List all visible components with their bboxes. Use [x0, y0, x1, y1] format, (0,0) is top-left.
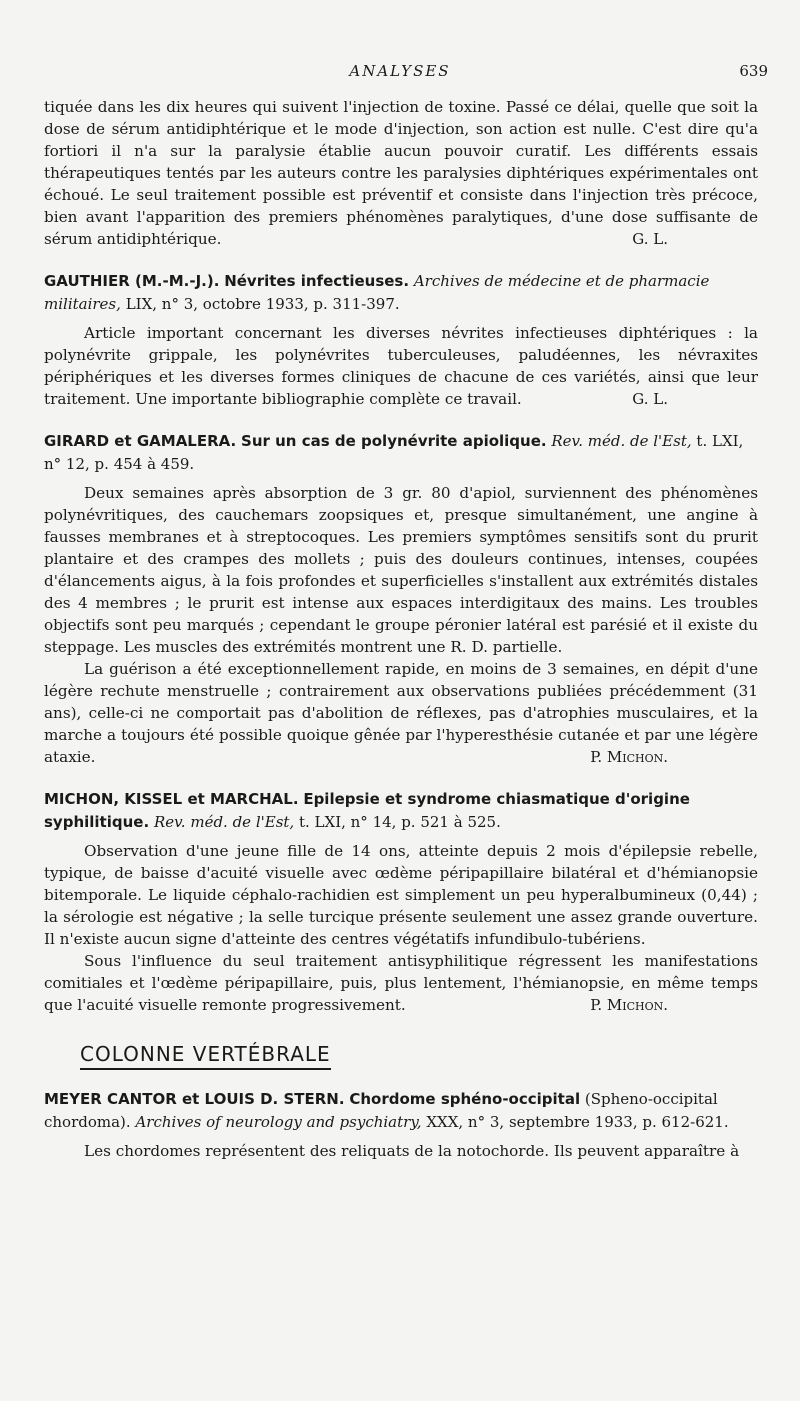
entry-body: Article important concernant les diverses névrites infectieuses diphtériques : la polynévrite grippale, les polynévrites tuberculeuses, paludéennes, les névraxites périphériques et les diverses formes cliniques de chacune de ces variétés, ainsi que leur traitement. Une importante bibliographie complète ce travail. [44, 324, 758, 408]
page-number: 639 [739, 62, 768, 80]
entry-citation [44, 788, 758, 834]
entry-authors: GIRARD et GAMALERA. [44, 432, 237, 450]
entry-journal: Archives de médecine et de pharmacie militaires, [44, 272, 710, 313]
entry-body: La guérison a été exceptionnellement rapide, en moins de 3 semaines, en dépit d'une légère rechute menstruelle ; contrairement aux observations publiées précédemment (31 ans), celle-ci ne comportait pas d'abolition de réflexes, pas d'atrophies musculaires, et la marche a toujours été possible quoique gênée par l'hyperesthésie cutanée et par une légère ataxie. [44, 660, 758, 766]
entry-title: Névrites infectieuses. [224, 272, 410, 290]
intro-paragraph: tiquée dans les dix heures qui suivent l'injection de toxine. Passé ce délai, quelle que soit la dose de sérum antidiphtérique et le mode d'injection, son action est nulle. C'est dire qu'a fortiori il n'a sur la paralysie établie aucun pouvoir curatif. Les différents essais thérapeutiques tentés par les auteurs contre les paralysies diphtériques expérimentales ont échoué. Le seul traitement possible est préventif et consiste dans l'injection très précoce, bien avant l'apparition des premiers phénomènes paralytiques, d'une dose suffisante de sérum antidiphtérique. [44, 98, 758, 248]
entry-journal: Rev. méd. de l'Est, [551, 432, 692, 450]
entry-body: Sous l'influence du seul traitement antisyphilitique régressent les manifestations comitiales et l'œdème péripapillaire, puis, plus lentement, l'hémianopsie, en même temps que l'acuité visuelle remonte progressivement. [44, 952, 758, 1014]
entry-authors: GAUTHIER (M.-M.-J.). [44, 272, 220, 290]
entry-reference: LIX, n° 3, octobre 1933, p. 311-397. [125, 295, 400, 313]
entry-body: Les chordomes représentent des reliquats de la notochorde. Ils peuvent apparaître à [84, 1142, 740, 1160]
entry-citation [44, 1088, 758, 1134]
entry-citation [44, 270, 758, 316]
intro-signature: G. L. [632, 230, 668, 248]
page-content [44, 96, 758, 1162]
entry-reference: t. LXI, n° 14, p. 521 à 525. [298, 813, 501, 831]
abstract-entry-michon [44, 788, 758, 1016]
entry-reference: t. LXI, n° 12, p. 454 à 459. [44, 432, 744, 473]
entry-journal: Rev. méd. de l'Est, [153, 813, 295, 831]
entry-signature: P. Michon. [590, 996, 668, 1014]
entry-citation [44, 430, 758, 476]
entry-signature: P. Michon. [590, 748, 668, 766]
entry-subtitle: (Spheno-occipital chordoma). [44, 1090, 718, 1131]
entry-body: Deux semaines après absorption de 3 gr. 80 d'apiol, surviennent des phénomènes polynévritiques, des cauchemars zoopsiques et, presque simultanément, une angine à fausses membranes et à streptocoques. Les premiers symptômes sensitifs sont du prurit plantaire et des crampes des mollets ; puis des douleurs continues, intenses, coupées d'élancements aigus, à la fois profondes et superficielles s'installent aux extrémités distales des 4 membres ; le prurit est intense aux espaces interdigitaux des mains. Les troubles objectifs sont peu marqués ; cependant le groupe péronier latéral est parésié et il existe du steppage. Les muscles des extrémités montrent une R. D. partielle. [44, 484, 758, 656]
page-header [0, 62, 800, 92]
entry-title: Epilepsie et syndrome chiasmatique d'origine syphilitique. [44, 790, 690, 831]
entry-journal: Archives of neurology and psychiatry, [135, 1113, 422, 1131]
entry-body: Observation d'une jeune fille de 14 ons, atteinte depuis 2 mois d'épilepsie rebelle, typique, de baisse d'acuité visuelle avec œdème péripapillaire bilatéral et d'hémianopsie bitemporale. Le liquide céphalo-rachidien est simplement un peu hyperalbumineux (0,44) ; la sérologie est négative ; la selle turcique présente seulement une assez grande ouverture. Il n'existe aucun signe d'atteinte des centres végétatifs infundibulo-tubériens. [44, 842, 758, 948]
section-heading: COLONNE VERTÉBRALE [80, 1042, 331, 1070]
entry-title: Sur un cas de polynévrite apiolique. [241, 432, 547, 450]
entry-authors: MEYER CANTOR et LOUIS D. STERN. [44, 1090, 345, 1108]
entry-reference: XXX, n° 3, septembre 1933, p. 612-621. [426, 1113, 729, 1131]
entry-authors: MICHON, KISSEL et MARCHAL. [44, 790, 299, 808]
abstract-entry-gauthier [44, 270, 758, 410]
abstract-entry-cantor [44, 1088, 758, 1162]
running-title: ANALYSES [349, 62, 451, 80]
abstract-entry-girard [44, 430, 758, 768]
entry-title: Chordome sphéno-occipital [349, 1090, 581, 1108]
entry-signature: G. L. [632, 390, 668, 408]
